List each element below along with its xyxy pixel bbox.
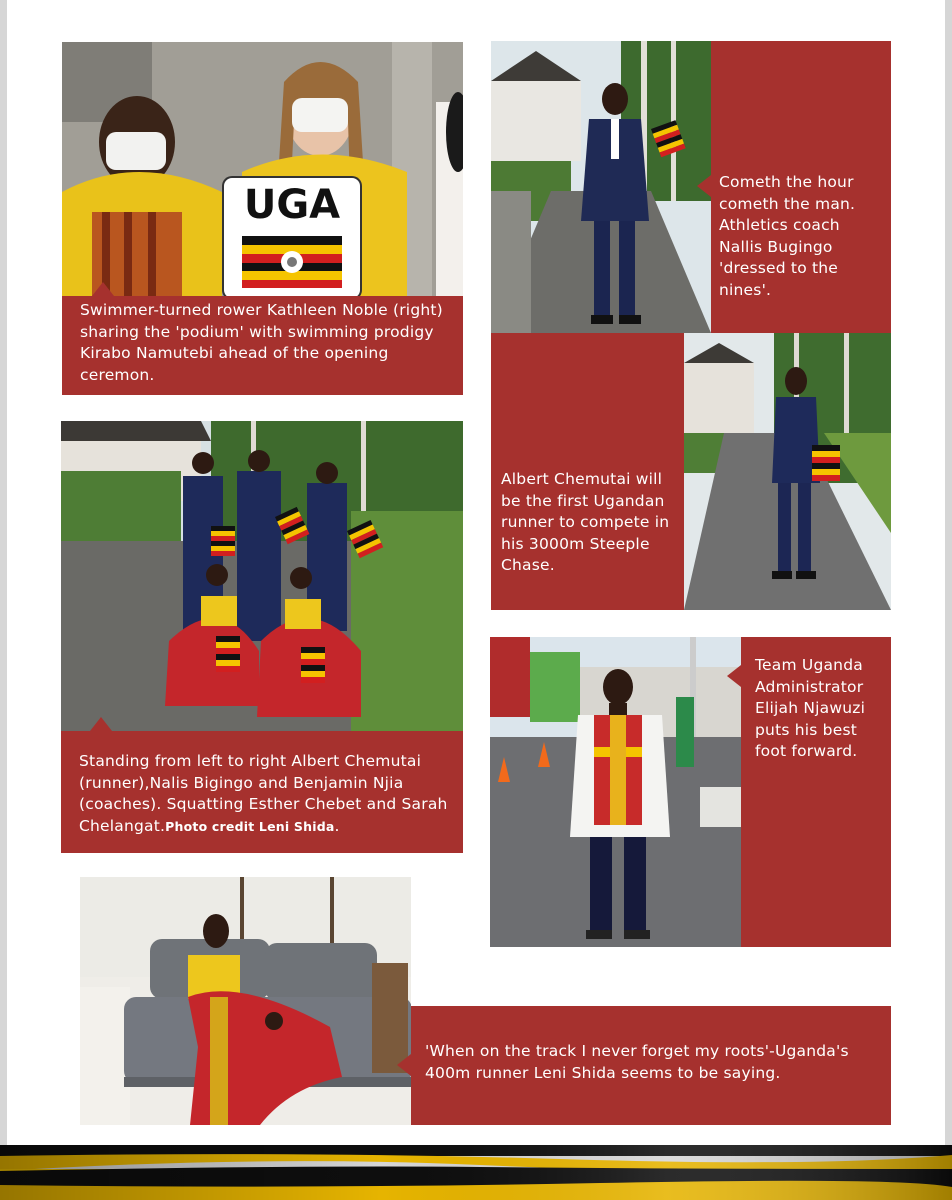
caption-leni-text: 'When on the track I never forget my roots'-Uganda's 400m runner Leni Shida seems to be saying. [425,1042,849,1082]
caption-group [61,731,463,853]
caption-leni [411,1006,891,1125]
photo-credit-period: . [334,816,340,835]
uganda-flag-banner [0,1145,952,1200]
caption-nallis [711,41,891,333]
caption-nallis-text: Cometh the hour cometh the man. Athletics coach Nallis Bugingo 'dressed to the nines'. [719,173,856,299]
photo-nallis [491,41,711,333]
caption-kathleen-text: Swimmer-turned rower Kathleen Noble (right) sharing the 'podium' with swimming prodigy Kirabo Namutebi ahead of the opening ceremon. [80,301,443,384]
caption-group-text: Standing from left to right Albert Chemutai (runner),Nalis Bigingo and Benjamin Njia (coaches). Squatting Esther Chebet and Sarah Chelangat. [79,752,448,835]
photo-albert [684,333,891,610]
caption-elijah-text: Team Uganda Administrator Elijah Njawuzi puts his best foot forward. [755,656,866,760]
caption-pointer [727,665,741,687]
caption-pointer [92,282,114,296]
caption-albert [491,333,684,610]
caption-albert-text: Albert Chemutai will be the first Ugandan runner to compete in his 3000m Steeple Chase. [501,470,670,574]
photo-kathleen-kirabo [62,42,463,296]
caption-pointer [697,175,711,197]
photo-group [61,421,463,732]
caption-pointer [90,717,112,731]
photo-leni [80,877,411,1125]
uganda-flag-icon [242,236,342,288]
uga-sign-text: UGA [243,182,341,228]
photo-elijah [490,637,741,947]
caption-kathleen [62,296,463,395]
caption-elijah [741,637,891,947]
photo-credit: Photo credit Leni Shida [165,818,335,834]
caption-pointer [397,1054,411,1076]
uga-sign [224,178,360,296]
